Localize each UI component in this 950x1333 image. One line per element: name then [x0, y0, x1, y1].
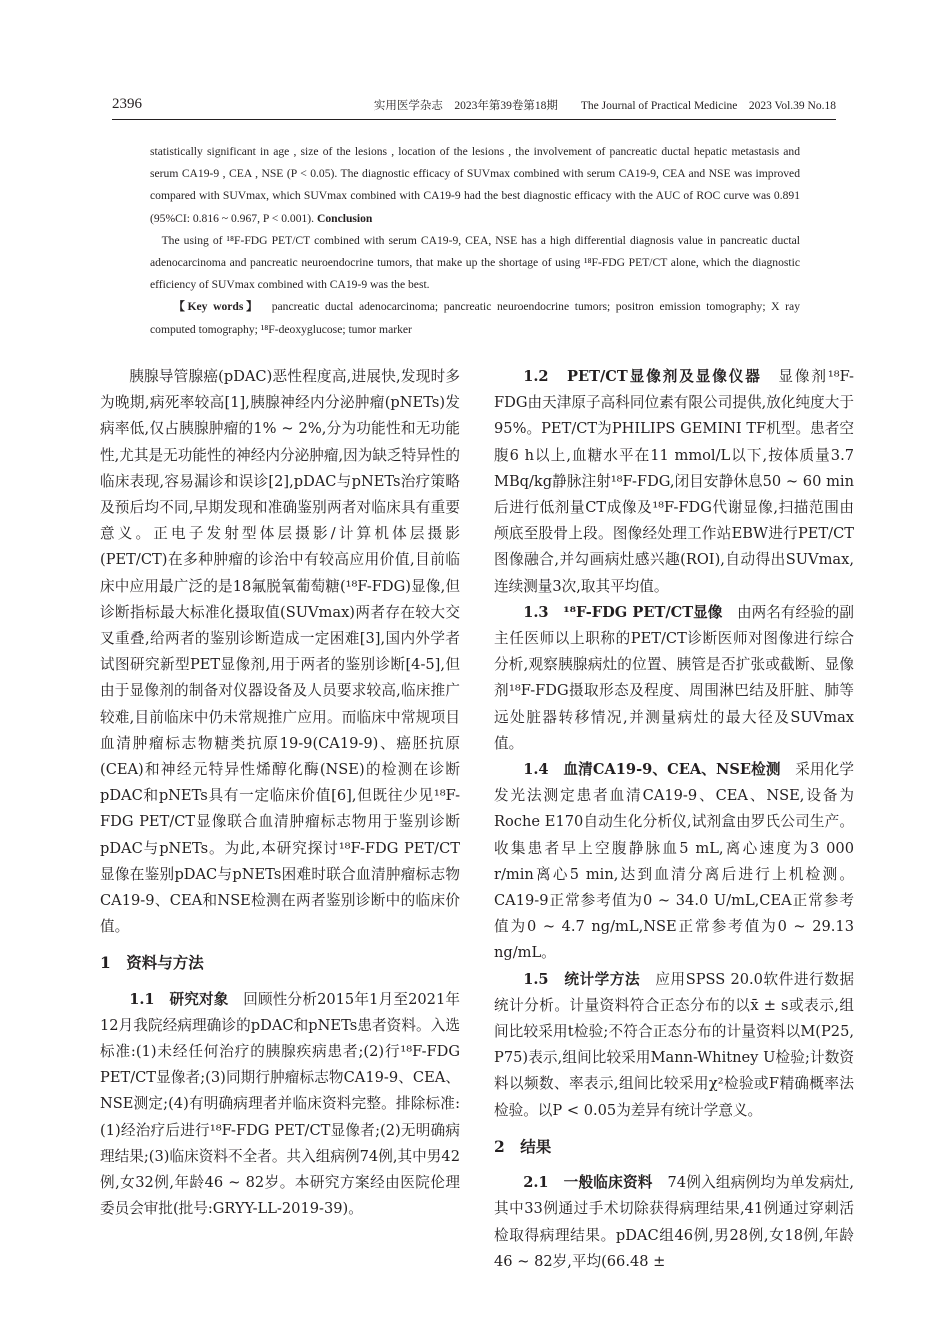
conclusion-text: The using of ¹⁸F-FDG PET/CT combined with serum CA19-9, CEA, NSE has a high differential diagnosis value in pancreatic ductal adenocarcinoma and pancreatic neuroendocrine tumors, that make up the shortage of using ¹⁸F-FDG PET/CT alone, which the diagnostic efficiency of SUVmax combined with CA19-9 was the best.	[150, 233, 800, 292]
section-1-5-title: 1.5 统计学方法	[523, 970, 641, 988]
section-1-1-text: 回顾性分析2015年1月至2021年12月我院经病理确诊的pDAC和pNETs患者资料。入选标准:(1)未经任何治疗的胰腺疾病患者;(2)行¹⁸F-FDG PET/CT显像者;(3)同期行肿瘤标志物CA19-9、CEA、NSE测定;(4)有明确病理者并临床资料完整。排除标准:(1)经治疗后进行¹⁸F-FDG PET/CT显像者;(2)无明确病理结果;(3)临床资料不全者。共入组病例74例,其中男42例,女32例,年龄46 ~ 82岁。本研究方案经由医院伦理委员会审批(批号:GRYY-LL-2019-39)。	[100, 990, 460, 1218]
section-1-3-title: 1.3 ¹⁸F-FDG PET/CT显像	[523, 603, 723, 621]
section-1-1-title: 1.1 研究对象	[129, 990, 229, 1008]
keywords-label: 【Key words】	[173, 300, 261, 314]
section-2-1-title: 2.1 一般临床资料	[523, 1174, 653, 1192]
abstract-results-text: statistically significant in age , size of the lesions , location of the lesions , the involvement of pancreatic ductal hepatic metastasis and serum CA19-9 , CEA , NSE (P < 0.05). The diagnostic efficacy of SUVmax combined with serum CA19-9, CEA and NSE was improved compared with SUVmax, which SUVmax combined with CA19-9 had the best diagnostic efficacy with the AUC of ROC curve was 0.891 (95%CI: 0.816 ~ 0.967, P < 0.001).	[150, 145, 800, 225]
section-1-1	[100, 987, 460, 1223]
header-rule	[112, 119, 836, 120]
section-1-2	[494, 364, 854, 600]
page-header	[112, 96, 836, 118]
left-column	[100, 364, 460, 1223]
page-number: 2396	[112, 96, 142, 112]
section-1-5	[494, 967, 854, 1124]
section-1-2-text: 显像剂¹⁸F-FDG由天津原子高科同位素有限公司提供,放化纯度大于95%。PET/CT为PHILIPS GEMINI TF机型。患者空腹6 h以上,血糖水平在11 mmol/L以下,按体质量3.7 MBq/kg静脉注射¹⁸F-FDG,闭目安静休息50 ~ 60 min后进行低剂量CT成像及¹⁸F-FDG代谢显像,扫描范围由颅底至股骨上段。图像经处理工作站EBW进行PET/CT图像融合,并勾画病灶感兴趣(ROI),自动得出SUVmax,连续测量3次,取其平均值。	[494, 368, 854, 595]
section-1-4-text: 采用化学发光法测定患者血清CA19-9、CEA、NSE,设备为Roche E170自动生化分析仪,试剂盒由罗氏公司生产。收集患者早上空腹静脉血5 mL,离心速度为3 000 r/min离心5 min,达到血清分离后进行上机检测。CA19-9正常参考值为0 ~ 34.0 U/mL,CEA正常参考值为0 ~ 4.7 ng/mL,NSE正常参考值为0 ~ 29.13 ng/mL。	[494, 761, 854, 962]
section-1-5-text: 应用SPSS 20.0软件进行数据统计分析。计量资料符合正态分布的以x̄ ± s或表示,组间比较采用t检验;不符合正态分布的计量资料以M(P25, P75)表示,组间比较采用Mann-Whitney U检验;计数资料以频数、率表示,组间比较采用χ²检验或F精确概率法检验。以P < 0.05为差异有统计学意义。	[494, 970, 854, 1119]
section-2-1	[494, 1170, 854, 1275]
section-1-3-text: 由两名有经验的副主任医师以上职称的PET/CT诊断医师对图像进行综合分析,观察胰腺病灶的位置、胰管是否扩张或截断、显像剂¹⁸F-FDG摄取形态及程度、周围淋巴结及肝脏、肺等远处脏器转移情况,并测量病灶的最大径及SUVmax值。	[494, 603, 854, 752]
keywords-text: pancreatic ductal adenocarcinoma; pancreatic neuroendocrine tumors; positron emission tomography; X ray computed tomography; ¹⁸F-deoxyglucose; tumor marker	[150, 300, 800, 336]
section-1-heading: 1 资料与方法	[100, 953, 204, 973]
section-2-heading: 2 结果	[494, 1136, 552, 1156]
abstract-block	[150, 141, 800, 341]
intro-paragraph: 胰腺导管腺癌(pDAC)恶性程度高,进展快,发现时多为晚期,病死率较高[1],胰腺神经内分泌肿瘤(pNETs)发病率低,仅占胰腺肿瘤的1% ~ 2%,分为功能性和无功能性,尤其是无功能性的神经内分泌肿瘤,因为缺乏特异性的临床表现,容易漏诊和误诊[2],pDAC与pNETs治疗策略及预后均不同,早期发现和准确鉴别两者对临床具有重要意义。正电子发射型体层摄影/计算机体层摄影(PET/CT)在多种肿瘤的诊治中有较高应用价值,目前临床中应用最广泛的是18氟脱氧葡萄糖(¹⁸F-FDG)显像,但诊断指标最大标准化摄取值(SUVmax)两者存在较大交叉重叠,给两者的鉴别诊断造成一定困难[3],国内外学者试图研究新型PET显像剂,用于两者的鉴别诊断[4-5],但由于显像剂的制备对仪器设备及人员要求较高,临床推广较难,目前临床中仍未常规推广应用。而临床中常规项目血清肿瘤标志物糖类抗原19-9(CA19-9)、癌胚抗原(CEA)和神经元特异性烯醇化酶(NSE)的检测在诊断pDAC和pNETs具有一定临床价值[6],但既往少见¹⁸F-FDG PET/CT显像联合血清肿瘤标志物用于鉴别诊断pDAC与pNETs。为此,本研究探讨¹⁸F-FDG PET/CT显像在鉴别pDAC与pNETs困难时联合血清肿瘤标志物CA19-9、CEA和NSE检测在两者鉴别诊断中的临床价值。	[100, 368, 460, 936]
conclusion-label: Conclusion	[316, 211, 373, 225]
journal-running-title: 实用医学杂志 2023年第39卷第18期 The Journal of Practical Medicine 2023 Vol.39 No.18	[373, 100, 836, 112]
section-1-4-title: 1.4 血清CA19-9、CEA、NSE检测	[523, 761, 781, 779]
right-column	[494, 364, 854, 1275]
section-1-4	[494, 757, 854, 967]
section-1-3	[494, 600, 854, 757]
section-1-2-title: 1.2 PET/CT显像剂及显像仪器	[523, 368, 762, 385]
section-2-1-text: 74例入组病例均为单发病灶,其中33例通过手术切除获得病理结果,41例通过穿刺活检取得病理结果。pDAC组46例,男28例,女18例,年龄46 ~ 82岁,平均(66.48 ±	[494, 1174, 854, 1270]
